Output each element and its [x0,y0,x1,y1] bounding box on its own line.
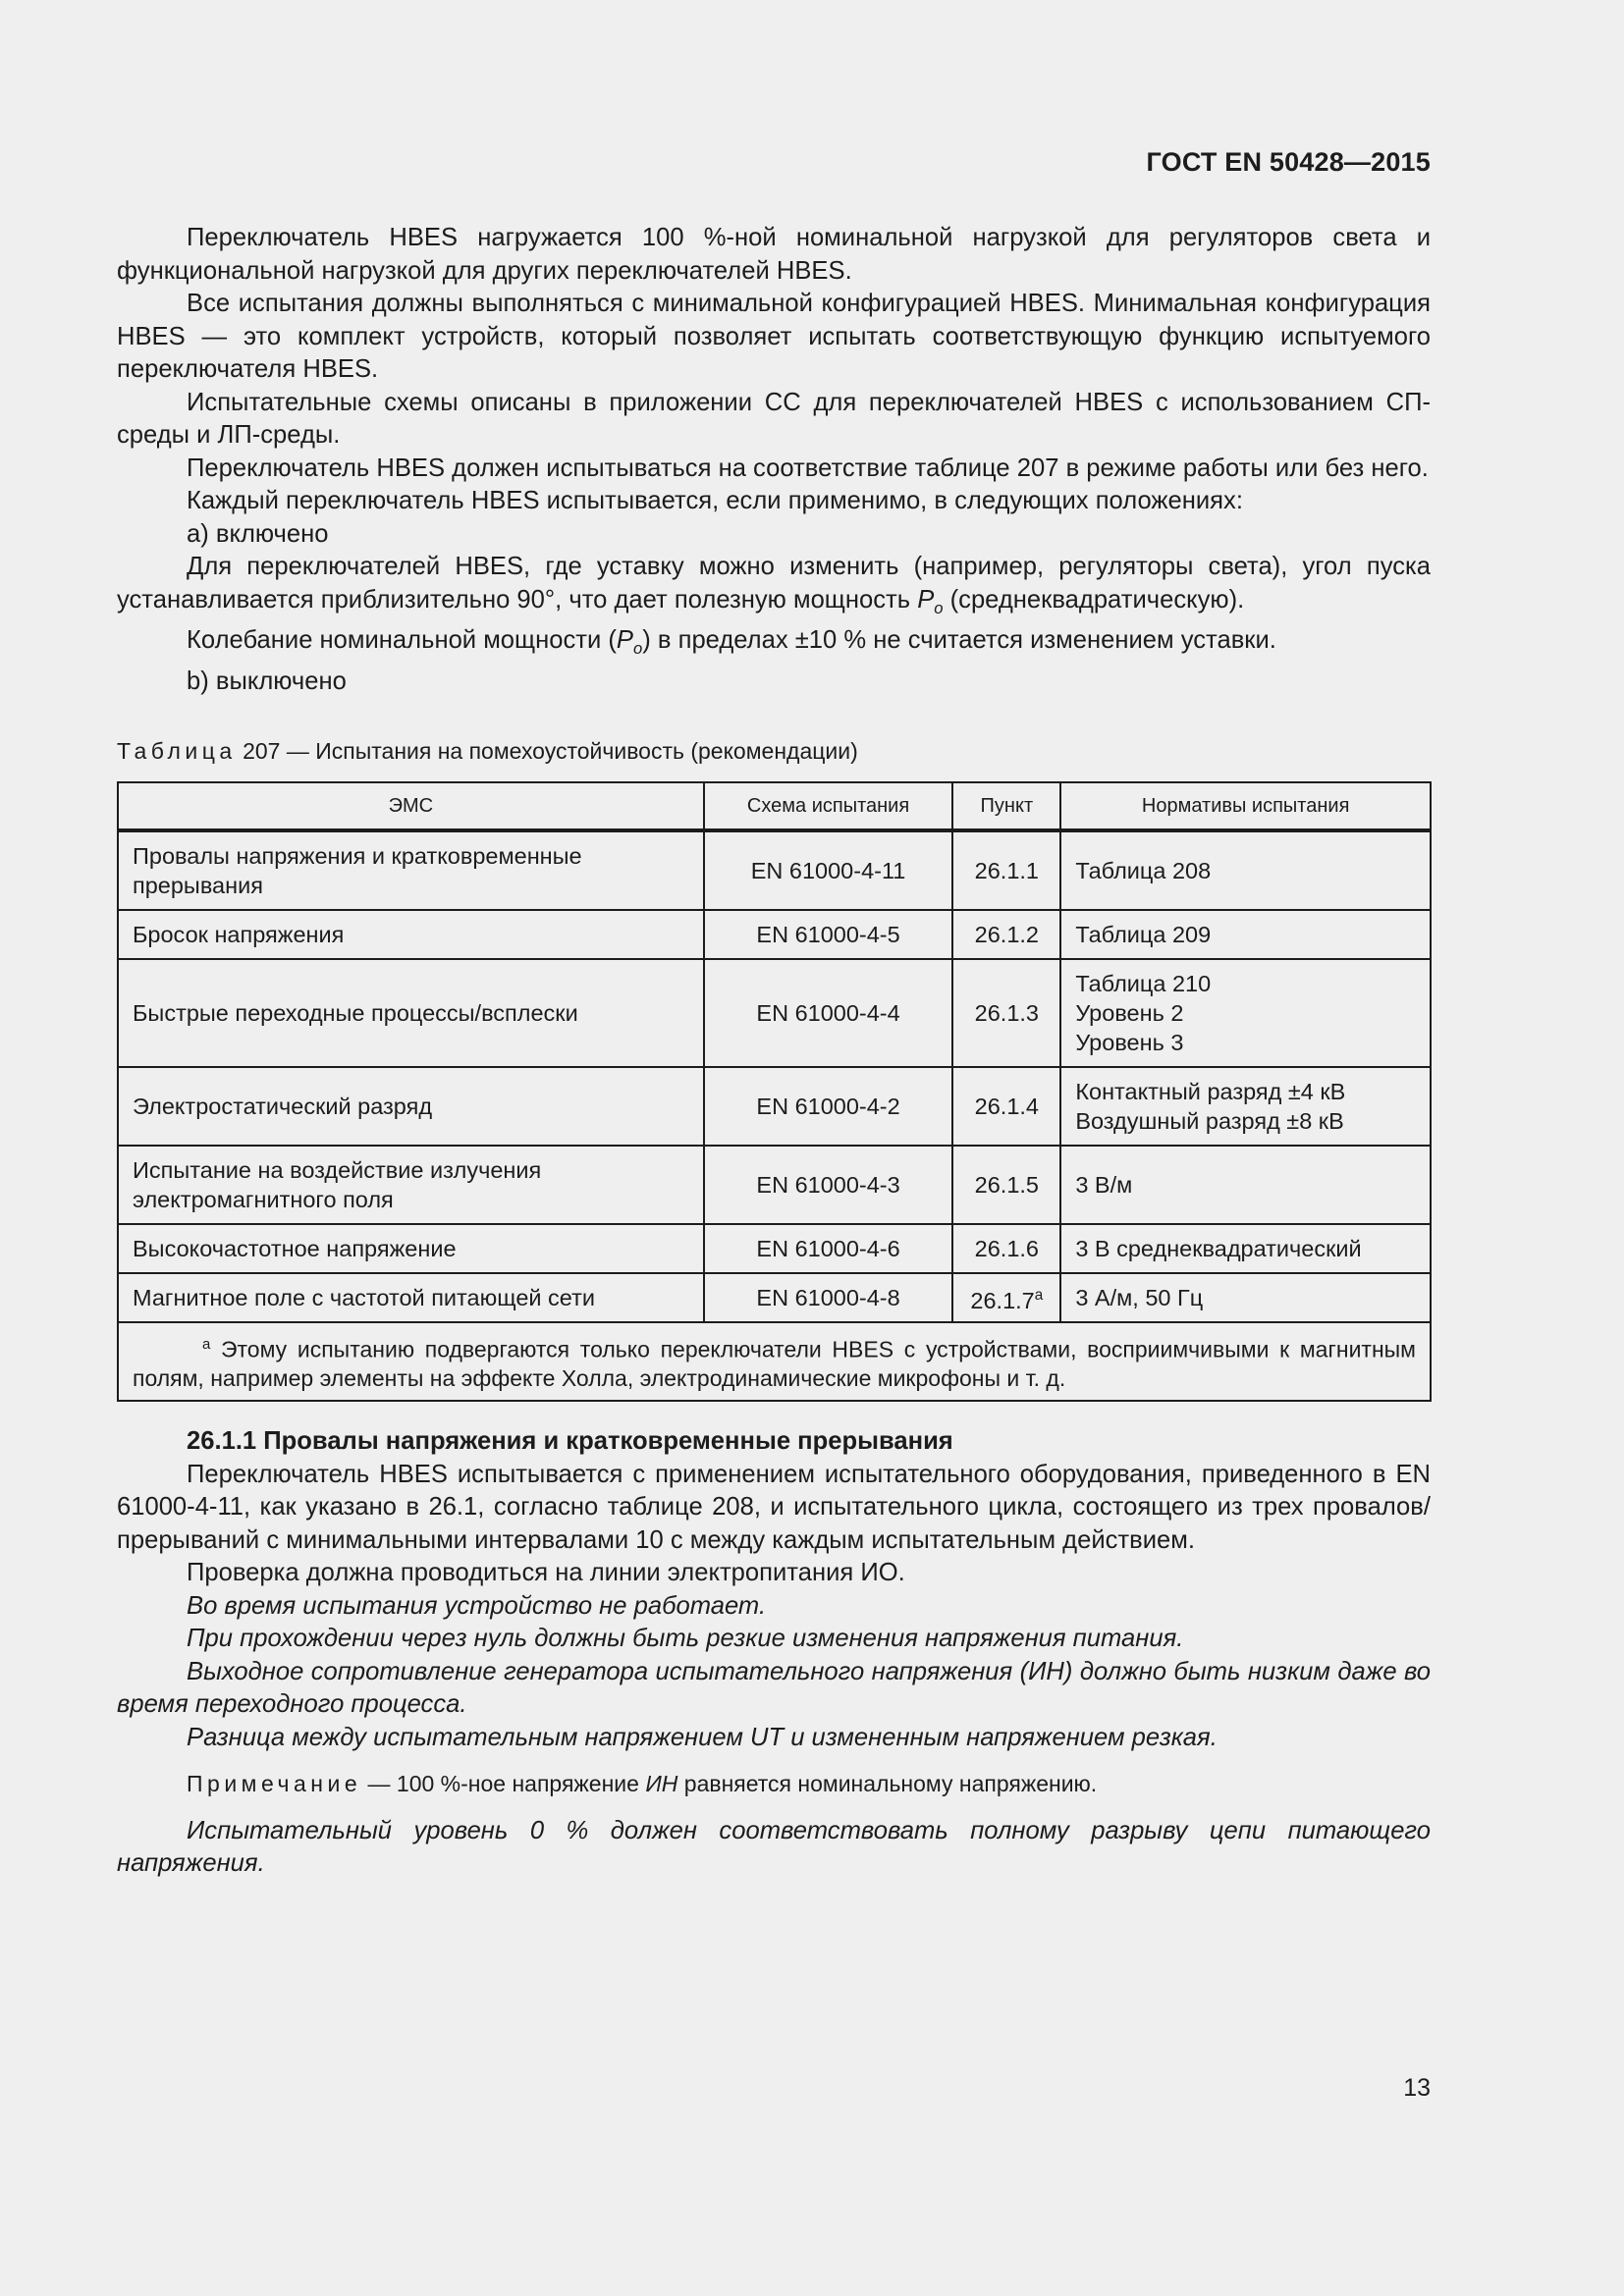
final-paragraph: Испытательный уровень 0 % должен соответствовать полному разрыву цепи питающего напряжения. [117,1816,1431,1877]
note-paragraph [117,1768,1431,1801]
table-row [118,910,1431,959]
emc-cell: Электростатический разряд [118,1067,704,1146]
power-symbol: P [917,585,935,614]
variation-text-after: ) в пределах ±10 % не считается изменением уставки. [642,626,1276,655]
clause-cell [952,1273,1060,1322]
norm-line: Воздушный разряд ±8 кВ [1075,1108,1344,1134]
norm-line: Таблица 208 [1075,858,1212,883]
intro-paragraph: Переключатель HBES нагружается 100 %-ной номинальной нагрузкой для регуляторов света и функциональной нагрузкой для других переключателей HBES. [117,224,1431,285]
column-header: Пункт [952,782,1060,830]
note-text-before: 100 %-ное напряжение [396,1771,646,1796]
power-subscript: o [934,598,944,617]
norm-line: Уровень 2 [1075,1000,1184,1026]
intro-text [117,222,1431,698]
norms-cell [1060,959,1431,1067]
note-dash: — [361,1771,397,1796]
clause-number: 26.1.7 [970,1287,1035,1313]
intro-paragraph: Каждый переключатель HBES испытывается, если применимо, в следующих положениях: [187,487,1243,514]
scheme-cell: EN 61000-4-11 [704,830,953,910]
variation-text-before: Колебание номинальной мощности ( [187,626,617,655]
section-heading: 26.1.1 Провалы напряжения и кратковременные прерывания [187,1427,953,1455]
document-id-header: ГОСТ EN 50428—2015 [1146,147,1431,177]
table-caption [117,738,858,765]
footnote-text: Этому испытанию подвергаются только переключатели HBES с устройствами, восприимчивыми к магнитным полям, например элементы на эффекте Холла, электродинамические микрофоны и т. д. [133,1336,1416,1392]
emc-cell: Магнитное поле с частотой питающей сети [118,1273,704,1322]
column-header: ЭМС [118,782,704,830]
page-number: 13 [1403,2074,1431,2102]
intro-paragraph: Все испытания должны выполняться с минимальной конфигурацией HBES. Минимальная конфигурация HBES — это комплект устройств, который позволяет испытать соответствующую функцию испытуемого переключателя HBES. [117,290,1431,383]
emc-cell: Высокочастотное напряжение [118,1224,704,1273]
table-row [118,830,1431,910]
clause-cell: 26.1.3 [952,959,1060,1067]
scheme-cell: EN 61000-4-4 [704,959,953,1067]
table-row [118,959,1431,1067]
scheme-cell: EN 61000-4-6 [704,1224,953,1273]
power-text-before: Для переключателей HBES, где уставку можно изменить (например, регуляторы света), угол пуска устанавливается приблизительно 90°, что дает полезную мощность [117,553,1431,614]
table-row [118,1273,1431,1322]
section-paragraph: Проверка должна проводиться на линии электропитания ИО. [187,1559,905,1586]
norm-line: 3 В/м [1075,1172,1133,1198]
note-text-after: равняется номинальному напряжению. [677,1771,1098,1796]
section-paragraph: Переключатель HBES испытывается с применением испытательного оборудования, приведенного в EN 61000-4-11, как указано в 26.1, согласно таблице 208, и испытательного цикла, состоящего из трех провалов/прерываний с минимальными интервалами 10 с между каждым испытательным действием. [117,1460,1431,1554]
italic-paragraph: При прохождении через нуль должны быть резкие изменения напряжения питания. [187,1625,1184,1652]
note-label: Примечание [187,1771,362,1796]
table-footnote [133,1330,1416,1394]
variation-subscript: o [633,639,643,659]
power-text-after: (среднеквадратическую). [943,585,1245,614]
variation-symbol: P [616,626,633,655]
norm-line: 3 В среднеквадратический [1075,1236,1362,1261]
italic-paragraph: Выходное сопротивление генератора испытательного напряжения (ИН) должно быть низким даже во время переходного процесса. [117,1657,1431,1718]
list-item-a: а) включено [187,519,329,548]
scheme-cell: EN 61000-4-5 [704,910,953,959]
footnote-mark: a [1034,1286,1044,1304]
norms-cell [1060,830,1431,910]
emc-cell: Бросок напряжения [118,910,704,959]
list-item-b: b) выключено [187,667,347,695]
scheme-cell: EN 61000-4-8 [704,1273,953,1322]
table-row [118,1067,1431,1146]
table-caption-prefix: Таблица [117,738,237,764]
norm-line: 3 А/м, 50 Гц [1075,1285,1204,1310]
immunity-tests-table [117,781,1432,1402]
emc-cell: Испытание на воздействие излучения электромагнитного поля [118,1146,704,1224]
italic-paragraph: Разница между испытательным напряжением UT и измененным напряжением резкая. [187,1723,1218,1751]
intro-paragraph: Испытательные схемы описаны в приложении CC для переключателей HBES с использованием СП-среды и ЛП-среды. [117,388,1431,449]
section-26-1-1 [117,1425,1431,1881]
norms-cell [1060,1067,1431,1146]
footnote-mark: a [202,1335,211,1353]
clause-cell: 26.1.5 [952,1146,1060,1224]
column-header: Схема испытания [704,782,953,830]
italic-paragraph: Во время испытания устройство не работает. [187,1591,767,1620]
table-header-row [118,782,1431,830]
table-row [118,1224,1431,1273]
column-header: Нормативы испытания [1060,782,1431,830]
footnote-cell [118,1322,1431,1401]
norms-cell [1060,910,1431,959]
norms-cell [1060,1224,1431,1273]
scheme-cell: EN 61000-4-2 [704,1067,953,1146]
clause-cell: 26.1.1 [952,830,1060,910]
norm-line: Таблица 210 [1075,971,1212,996]
clause-cell: 26.1.2 [952,910,1060,959]
norms-cell [1060,1146,1431,1224]
norm-line: Уровень 3 [1075,1030,1184,1055]
table-footnote-row [118,1322,1431,1401]
note-italic: ИН [645,1771,678,1796]
table-caption-text: 207 — Испытания на помехоустойчивость (рекомендации) [236,738,858,764]
power-paragraph [117,551,1431,624]
scheme-cell: EN 61000-4-3 [704,1146,953,1224]
intro-paragraph: Переключатель HBES должен испытываться на соответствие таблице 207 в режиме работы или без него. [187,454,1429,482]
clause-cell: 26.1.4 [952,1067,1060,1146]
emc-cell: Провалы напряжения и кратковременные прерывания [118,830,704,910]
clause-cell: 26.1.6 [952,1224,1060,1273]
table-row [118,1146,1431,1224]
norm-line: Таблица 209 [1075,922,1212,947]
emc-cell: Быстрые переходные процессы/всплески [118,959,704,1067]
norm-line: Контактный разряд ±4 кВ [1075,1079,1346,1104]
norms-cell [1060,1273,1431,1322]
variation-paragraph [117,624,1431,666]
